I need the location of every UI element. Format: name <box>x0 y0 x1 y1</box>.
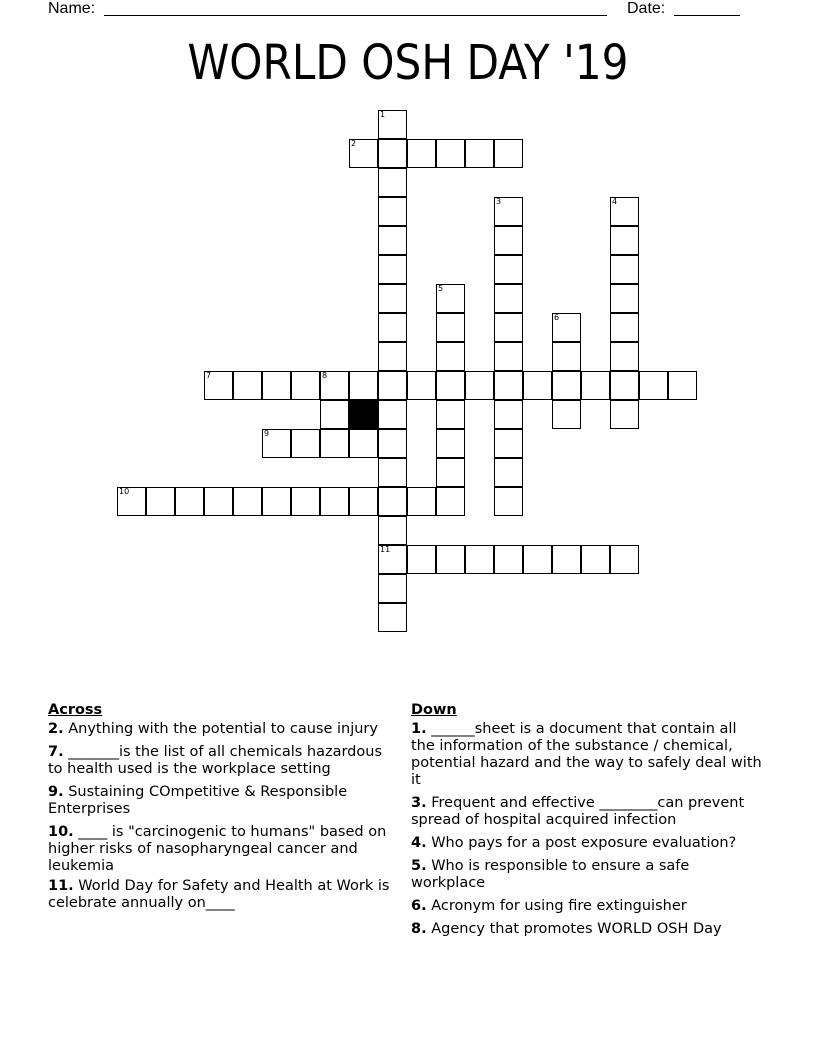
grid-cell[interactable] <box>610 284 639 313</box>
black-cell <box>349 400 378 429</box>
cell-number: 1 <box>380 110 386 119</box>
grid-cell[interactable] <box>320 429 349 458</box>
clue-text: Anything with the potential to cause injury <box>63 721 378 737</box>
grid-cell[interactable] <box>407 487 436 516</box>
cell-number: 4 <box>612 197 618 206</box>
clue-number: 6. <box>411 898 427 914</box>
grid-cell[interactable] <box>320 400 349 429</box>
grid-cell[interactable] <box>436 371 465 400</box>
grid-cell[interactable] <box>465 545 494 574</box>
clue-text: _______is the list of all chemicals hazardous to health used is the workplace setting <box>48 744 382 777</box>
grid-cell[interactable] <box>494 139 523 168</box>
cell-number: 7 <box>206 371 212 380</box>
grid-cell[interactable] <box>436 429 465 458</box>
grid-cell[interactable] <box>610 371 639 400</box>
grid-cell[interactable] <box>610 545 639 574</box>
grid-cell[interactable] <box>436 139 465 168</box>
grid-cell[interactable] <box>378 110 407 139</box>
grid-cell[interactable] <box>262 487 291 516</box>
grid-cell[interactable] <box>494 284 523 313</box>
grid-cell[interactable] <box>378 168 407 197</box>
cell-number: 6 <box>554 313 560 322</box>
grid-cell[interactable] <box>610 313 639 342</box>
grid-cell[interactable] <box>262 371 291 400</box>
grid-cell[interactable] <box>378 342 407 371</box>
grid-cell[interactable] <box>436 545 465 574</box>
grid-cell[interactable] <box>494 429 523 458</box>
grid-cell[interactable] <box>552 342 581 371</box>
clue-down-4 <box>411 835 763 852</box>
grid-cell[interactable] <box>378 429 407 458</box>
grid-cell[interactable] <box>407 545 436 574</box>
clue-text: Frequent and effective ________can prevent spread of hospital acquired infection <box>411 795 745 828</box>
grid-cell[interactable] <box>494 313 523 342</box>
across-clues <box>48 702 398 918</box>
grid-cell[interactable] <box>378 516 407 545</box>
grid-cell[interactable] <box>320 487 349 516</box>
grid-cell[interactable] <box>291 487 320 516</box>
clue-across-7 <box>48 744 398 778</box>
grid-cell[interactable] <box>117 487 146 516</box>
clue-down-8 <box>411 921 763 938</box>
grid-cell[interactable] <box>378 226 407 255</box>
cell-number: 11 <box>380 545 391 554</box>
across-heading: Across <box>48 702 103 718</box>
clue-number: 2. <box>48 721 64 737</box>
clue-text: Who is responsible to ensure a safe workplace <box>411 858 690 891</box>
grid-cell[interactable] <box>610 342 639 371</box>
date-label: Date: <box>627 0 666 17</box>
clue-number: 4. <box>411 835 427 851</box>
cell-number: 2 <box>351 139 357 148</box>
clue-number: 11. <box>48 878 74 894</box>
grid-cell[interactable] <box>581 371 610 400</box>
name-label: Name: <box>48 0 96 17</box>
grid-cell[interactable] <box>494 487 523 516</box>
grid-cell[interactable] <box>378 545 407 574</box>
grid-cell[interactable] <box>378 371 407 400</box>
grid-cell[interactable] <box>233 371 262 400</box>
grid-cell[interactable] <box>436 458 465 487</box>
grid-cell[interactable] <box>349 429 378 458</box>
clue-down-1 <box>411 721 763 789</box>
grid-cell[interactable] <box>378 197 407 226</box>
cell-number: 8 <box>322 371 328 380</box>
grid-cell[interactable] <box>407 139 436 168</box>
grid-cell[interactable] <box>378 487 407 516</box>
grid-cell[interactable] <box>639 371 668 400</box>
clue-down-3 <box>411 795 763 829</box>
grid-cell[interactable] <box>494 371 523 400</box>
grid-cell[interactable] <box>494 545 523 574</box>
clue-number: 3. <box>411 795 427 811</box>
clue-across-9 <box>48 784 398 818</box>
clue-text: ____ is "carcinogenic to humans" based on higher risks of nasopharyngeal cancer and leukemia <box>48 824 387 874</box>
down-heading: Down <box>411 702 457 718</box>
grid-cell[interactable] <box>378 458 407 487</box>
grid-cell[interactable] <box>407 371 436 400</box>
grid-cell[interactable] <box>436 342 465 371</box>
clue-number: 8. <box>411 921 427 937</box>
clue-text: Agency that promotes WORLD OSH Day <box>426 921 722 937</box>
grid-cell[interactable] <box>291 429 320 458</box>
grid-cell[interactable] <box>494 226 523 255</box>
grid-cell[interactable] <box>552 313 581 342</box>
grid-cell[interactable] <box>465 371 494 400</box>
clue-number: 9. <box>48 784 64 800</box>
grid-cell[interactable] <box>610 400 639 429</box>
grid-cell[interactable] <box>494 197 523 226</box>
grid-cell[interactable] <box>610 197 639 226</box>
grid-cell[interactable] <box>552 400 581 429</box>
grid-cell[interactable] <box>523 371 552 400</box>
grid-cell[interactable] <box>320 371 349 400</box>
grid-cell[interactable] <box>146 487 175 516</box>
grid-cell[interactable] <box>291 371 320 400</box>
grid-cell[interactable] <box>378 603 407 632</box>
clue-across-11 <box>48 878 398 912</box>
grid-cell[interactable] <box>349 139 378 168</box>
grid-cell[interactable] <box>494 400 523 429</box>
grid-cell[interactable] <box>610 226 639 255</box>
grid-cell[interactable] <box>378 255 407 284</box>
grid-cell[interactable] <box>175 487 204 516</box>
cell-number: 3 <box>496 197 502 206</box>
grid-cell[interactable] <box>668 371 697 400</box>
clue-text: Acronym for using fire extinguisher <box>426 898 687 914</box>
clue-number: 7. <box>48 744 64 760</box>
down-clues <box>411 702 763 944</box>
clue-text: World Day for Safety and Health at Work is celebrate annually on____ <box>48 878 390 911</box>
cell-number: 5 <box>438 284 444 293</box>
grid-cell[interactable] <box>378 313 407 342</box>
grid-cell[interactable] <box>378 284 407 313</box>
grid-cell[interactable] <box>465 139 494 168</box>
grid-cell[interactable] <box>204 487 233 516</box>
clue-number: 10. <box>48 824 74 840</box>
grid-cell[interactable] <box>436 400 465 429</box>
clue-number: 5. <box>411 858 427 874</box>
clue-text: Sustaining COmpetitive & Responsible Enterprises <box>48 784 348 817</box>
clue-across-2 <box>48 721 398 738</box>
cell-number: 9 <box>264 429 270 438</box>
grid-cell[interactable] <box>552 371 581 400</box>
grid-cell[interactable] <box>349 371 378 400</box>
grid-cell[interactable] <box>233 487 262 516</box>
clue-across-10 <box>48 824 398 875</box>
clue-number: 1. <box>411 721 427 737</box>
grid-cell[interactable] <box>523 545 552 574</box>
grid-cell[interactable] <box>378 574 407 603</box>
grid-cell[interactable] <box>204 371 233 400</box>
grid-cell[interactable] <box>610 255 639 284</box>
grid-cell[interactable] <box>349 487 378 516</box>
grid-cell[interactable] <box>581 545 610 574</box>
clue-text: Who pays for a post exposure evaluation? <box>426 835 737 851</box>
clue-down-5 <box>411 858 763 892</box>
grid-cell[interactable] <box>436 313 465 342</box>
grid-cell[interactable] <box>494 458 523 487</box>
clue-down-6 <box>411 898 763 915</box>
grid-cell[interactable] <box>378 400 407 429</box>
grid-cell[interactable] <box>436 487 465 516</box>
grid-cell[interactable] <box>494 342 523 371</box>
cell-number: 10 <box>119 487 130 496</box>
grid-cell[interactable] <box>436 284 465 313</box>
grid-cell[interactable] <box>262 429 291 458</box>
grid-cell[interactable] <box>378 139 407 168</box>
grid-cell[interactable] <box>494 255 523 284</box>
clue-text: ______sheet is a document that contain all the information of the substance / chemical, potential hazard and the way to safely deal with it <box>411 721 762 788</box>
page-title: WORLD OSH DAY '19 <box>187 35 629 91</box>
grid-cell[interactable] <box>552 545 581 574</box>
